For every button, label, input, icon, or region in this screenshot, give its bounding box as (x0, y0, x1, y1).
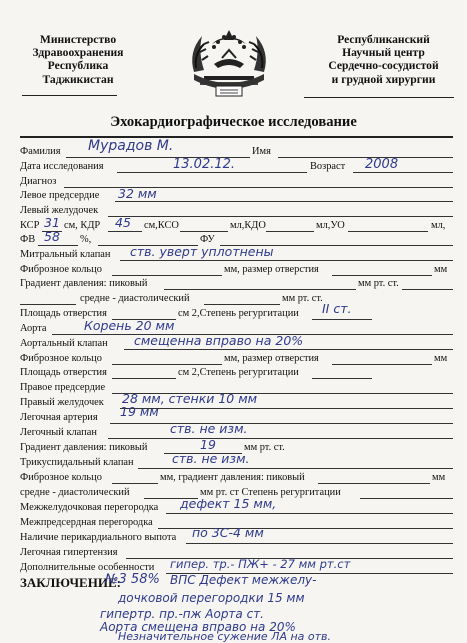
hw-familiya: Мурадов М. (88, 138, 174, 154)
header-left-line-1: Министерство (39, 33, 117, 46)
hw-data: 13.02.12. (173, 157, 236, 172)
label-mm-hg3: мм рт. ст. (244, 442, 285, 453)
label-fibrous2: Фиброзное кольцо (20, 353, 102, 364)
header-right-line-3: Сердечно-сосудистой (328, 59, 439, 73)
row-mitral (20, 244, 455, 262)
row-pv (20, 421, 455, 440)
label-pv: Легочный клапан (20, 427, 97, 438)
label-mm-size2: мм, размер отверстия (224, 353, 319, 364)
hw-fv: 58 (44, 229, 60, 244)
hw-ksr: 31 (44, 215, 60, 230)
label-vozrast: Возраст (310, 161, 346, 172)
line-uo (348, 231, 428, 232)
hw-mitral: ств. уверт уплотнены (130, 244, 274, 259)
line-pa (110, 423, 453, 424)
row-data (20, 157, 455, 174)
row-lp (20, 186, 455, 203)
line-fv (38, 245, 78, 246)
label-mid-diast2: средне - диастолический (20, 487, 130, 498)
conclusion-line-3: гипертр. пр.-пж Аорта ст. (100, 607, 264, 621)
conclusion-line-4: Аорта смещена вправо на 20% (100, 620, 296, 634)
row-aortic-valve (20, 333, 455, 351)
line-fibrous3 (112, 483, 158, 484)
label-mm-hg2: мм рт. ст. (282, 293, 323, 304)
label-lp: Левое предсердие (20, 190, 100, 201)
label-pericard: Наличие перикардиального выпота (20, 532, 177, 543)
conclusion-line-5: Незначительное сужение ЛА на отв. (118, 630, 332, 643)
label-mm-hg1: мм рт. ст. (358, 278, 399, 289)
label-mm-hg-reg: мм рт. ст Степень регургитации (200, 487, 341, 498)
document-title: Эхокардиографическое исследование (110, 114, 357, 130)
label-area1: Площадь отверстия (20, 308, 107, 319)
label-mm2: мм (434, 353, 448, 364)
row-ksr (20, 215, 455, 233)
label-gradient-peak2: Градиент давления: пиковый (20, 442, 148, 453)
label-mm-grad: мм, градиент давления: пиковый (160, 472, 305, 483)
label-pa: Легочная артерия (20, 412, 98, 423)
hw-aorta: Корень 20 мм (84, 318, 175, 333)
label-additional: Дополнительные особенности (20, 562, 155, 573)
label-aortic-valve: Аортальный клапан (20, 338, 108, 349)
line-area2 (112, 378, 176, 379)
line-gradient-peak1 (164, 289, 356, 290)
line-data (117, 172, 307, 173)
row-pericard (20, 525, 455, 545)
conclusion-line-1: ВПС Дефект межжелу- (170, 573, 317, 587)
hw-rv: 28 мм, стенки 10 мм (122, 391, 258, 406)
label-data: Дата исследования (20, 161, 104, 172)
label-rv: Правый желудочек (20, 397, 104, 408)
label-mitral: Митральный клапан (20, 249, 111, 260)
label-pulm-hyper: Легочная гипертензия (20, 547, 118, 558)
label-mm3: мм (432, 472, 446, 483)
line-regurg3 (360, 498, 453, 499)
line-mitral (120, 260, 453, 261)
label-tricuspid: Трикуспидальный клапан (20, 457, 134, 468)
line-size1 (332, 275, 432, 276)
header-right-line-1: Республиканский (337, 33, 430, 46)
label-aorta: Аорта (20, 323, 47, 334)
label-ra: Правое предсердие (20, 382, 106, 393)
label-ml-kdo: мл,КДО (230, 220, 266, 231)
row-rv (20, 391, 455, 410)
header-right-rule (304, 97, 454, 98)
line-kdr (108, 231, 142, 232)
label-mid-diast1: средне - диастолический (80, 293, 190, 304)
label-regurg1: см 2,Степень регургитации (178, 308, 299, 319)
label-fv: ФВ (20, 234, 36, 245)
line-lzh (108, 216, 453, 217)
label-fibrous3: Фиброзное кольцо (20, 472, 102, 483)
line-fibrous1 (112, 275, 222, 276)
line-pv (108, 438, 453, 439)
label-sm-kso: см,КСО (144, 220, 179, 231)
header-right (300, 33, 467, 86)
hw-pv: ств. не изм. (170, 421, 248, 436)
header-right-line-4: и грудной хирургии (331, 72, 436, 86)
row-mid-diast1 (20, 292, 455, 306)
row-fibrous3 (20, 471, 455, 485)
hw-pericard: по 3С-4 мм (192, 525, 264, 540)
label-fibrous1: Фиброзное кольцо (20, 264, 102, 275)
hw-vozrast: 2008 (365, 157, 399, 172)
header-right-line-2: Научный центр (342, 46, 425, 60)
label-mm1: мм (434, 264, 448, 275)
hw-pa: 19 мм (120, 404, 159, 419)
row-ivs (20, 496, 455, 515)
line-pericard (186, 543, 453, 544)
label-gradient-peak1: Градиент давления: пиковый (20, 278, 148, 289)
line-kdo (266, 231, 314, 232)
title-rule (20, 136, 453, 138)
line-vozrast (353, 172, 453, 173)
label-ivs: Межжелудочковая перегородка (20, 502, 159, 513)
hw-additional: гипер. тр.- ПЖ+ - 27 мм рт.ст (170, 557, 351, 571)
row-fibrous1 (20, 263, 455, 277)
label-familiya: Фамилия (20, 146, 61, 157)
label-mm-size1: мм, размер отверстия (224, 264, 319, 275)
line-regurg2 (312, 378, 372, 379)
hw-grad-pv: 19 (200, 437, 216, 452)
header-left (0, 33, 156, 86)
line-regurg1 (312, 319, 372, 320)
label-pct: %, (80, 234, 92, 245)
label-ml-uo: мл,УО (316, 220, 345, 231)
line-mid-diast1 (204, 304, 280, 305)
conclusion-prefix: №3 58% (105, 572, 160, 587)
row-fibrous2 (20, 352, 455, 366)
line-size2 (332, 364, 432, 365)
line-ivs (166, 513, 453, 514)
row-tricuspid (20, 451, 455, 470)
line-aortic-valve (124, 349, 453, 350)
line-gradient-end1 (402, 289, 453, 290)
row-gradient1 (20, 277, 455, 291)
conclusion-title: ЗАКЛЮЧЕНИЕ: (20, 575, 121, 590)
header-left-line-3: Республика (47, 59, 109, 73)
line-lp (115, 201, 453, 202)
line-mid-diast1-lead (20, 304, 76, 305)
row-area2 (20, 366, 455, 380)
label-ml: мл, (431, 220, 446, 231)
conclusion-line-2: дочковой перегородки 15 мм (118, 591, 305, 605)
hw-tricuspid: ств. не изм. (172, 451, 250, 466)
label-regurg2: см 2,Степень регургитации (178, 367, 299, 378)
line-fibrous2 (112, 364, 222, 365)
hw-ivs: дефект 15 мм, (180, 496, 277, 511)
row-diagnoz (20, 175, 455, 189)
line-kso (180, 231, 228, 232)
header-left-line-2: Здравоохранения (32, 46, 124, 60)
hw-aortic-valve: смещенна вправо на 20% (134, 333, 304, 348)
label-imya: Имя (252, 146, 271, 157)
line-rv (120, 408, 453, 409)
row-lzh (20, 204, 455, 218)
header-left-rule (22, 95, 117, 96)
label-lzh: Левый желудочек (20, 205, 99, 216)
hw-lp: 32 мм (118, 186, 157, 201)
header-left-line-4: Таджикистан (42, 72, 114, 86)
label-fu: ФУ (200, 234, 215, 245)
hw-regurg1: II ст. (322, 301, 352, 316)
label-diagnoz: Диагноз (20, 176, 57, 187)
line-tricuspid (138, 468, 453, 469)
label-sm-kdr: см, КДР (64, 220, 101, 231)
line-grad3 (318, 483, 430, 484)
state-emblem-icon (174, 22, 284, 102)
hw-kdr: 45 (115, 215, 131, 230)
label-area2: Площадь отверстия (20, 367, 107, 378)
label-ksr: КСР (20, 220, 40, 231)
label-ias: Межпредсердная перегородка (20, 517, 153, 528)
